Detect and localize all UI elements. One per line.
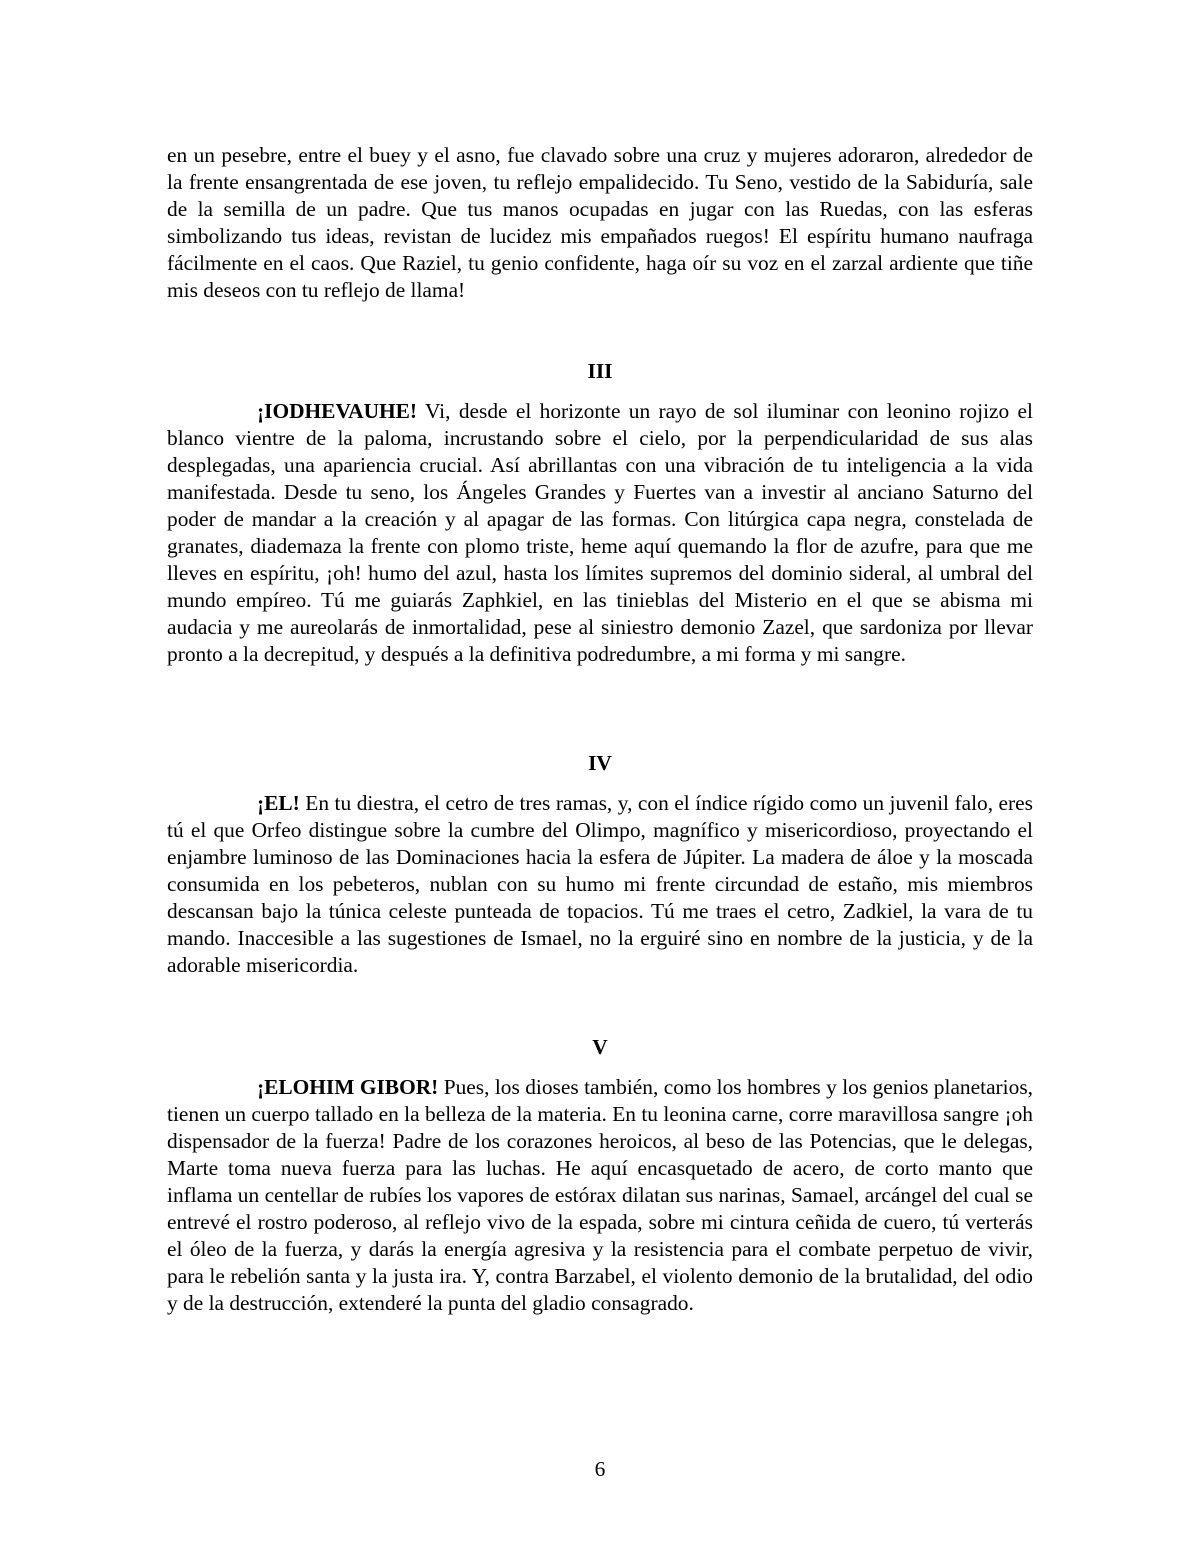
section-heading-iv: IV	[588, 751, 612, 775]
section-v-paragraph	[167, 1074, 1033, 1317]
page-number: 6	[594, 1457, 606, 1481]
section-heading-v: V	[592, 1035, 608, 1059]
section-iii-text: Vi, desde el horizonte un rayo de sol iluminar con leonino rojizo el blanco vientre de la paloma, incrustando sobre el cielo, por la perpendicularidad de sus alas desplegadas, una apariencia crucial. Así abrillantas con una vibración de tu inteligencia a la vida manifestada. Desde tu seno, los Ángeles Grandes y Fuertes van a investir al anciano Saturno del poder de mandar a la creación y al apagar de las formas. Con litúrgica capa negra, constelada de granates, diademaza la frente con plomo triste, heme aquí quemando la flor de azufre, para que me lleves en espíritu, ¡oh! humo del azul, hasta los límites supremos del dominio sideral, al umbral del mundo empíreo. Tú me guiarás Zaphkiel, en las tinieblas del Misterio en el que se abisma mi audacia y me aureolarás de inmortalidad, pese al siniestro demonio Zazel, que sardoniza por llevar pronto a la decrepitud, y después a la definitiva podredumbre, a mi forma y mi sangre.	[167, 399, 1033, 666]
section-iii-paragraph	[167, 398, 1033, 668]
section-iv-text: En tu diestra, el cetro de tres ramas, y, con el índice rígido como un juvenil falo, eres tú el que Orfeo distingue sobre la cumbre del Olimpo, magnífico y misericordioso, proyectando el enjambre luminoso de las Dominaciones hacia la esfera de Júpiter. La madera de áloe y la moscada consumida en los pebeteros, nublan con su humo mi frente circundad de estaño, mis miembros descansan bajo la túnica celeste punteada de topacios. Tú me traes el cetro, Zadkiel, la vara de tu mando. Inaccesible a las sugestiones de Ismael, no la erguiré sino en nombre de la justicia, y de la adorable misericordia.	[167, 791, 1033, 977]
section-iv-paragraph	[167, 790, 1033, 979]
intro-paragraph: en un pesebre, entre el buey y el asno, fue clavado sobre una cruz y mujeres adoraron, alrededor de la frente ensangrentada de ese joven, tu reflejo empalidecido. Tu Seno, vestido de la Sabiduría, sale de la semilla de un padre. Que tus manos ocupadas en jugar con las Ruedas, con las esferas simbolizando tus ideas, revistan de lucidez mis empañados ruegos! El espíritu humano naufraga fácilmente en el caos. Que Raziel, tu genio confidente, haga oír su voz en el zarzal ardiente que tiñe mis deseos con tu reflejo de llama!	[167, 143, 1033, 302]
section-iv-invocation: ¡EL!	[257, 791, 300, 815]
section-v-text: Pues, los dioses también, como los hombres y los genios planetarios, tienen un cuerpo tallado en la belleza de la materia. En tu leonina carne, corre maravillosa sangre ¡oh dispensador de la fuerza! Padre de los corazones heroicos, al beso de las Potencias, que le delegas, Marte toma nueva fuerza para las luchas. He aquí encasquetado de acero, de corto manto que inflama un centellar de rubíes los vapores de estórax dilatan sus narinas, Samael, arcángel del cual se entrevé el rostro poderoso, al reflejo vivo de la espada, sobre mi cintura ceñida de cuero, tú verterás el óleo de la fuerza, y darás la energía agresiva y la resistencia para el combate perpetuo de vivir, para le rebelión santa y la justa ira. Y, contra Barzabel, el violento demonio de la brutalidad, del odio y de la destrucción, extenderé la punta del gladio consagrado.	[167, 1075, 1033, 1315]
section-iii-invocation: ¡IODHEVAUHE!	[257, 399, 418, 423]
section-heading-iii: III	[587, 359, 613, 383]
section-v-invocation: ¡ELOHIM GIBOR!	[257, 1075, 439, 1099]
